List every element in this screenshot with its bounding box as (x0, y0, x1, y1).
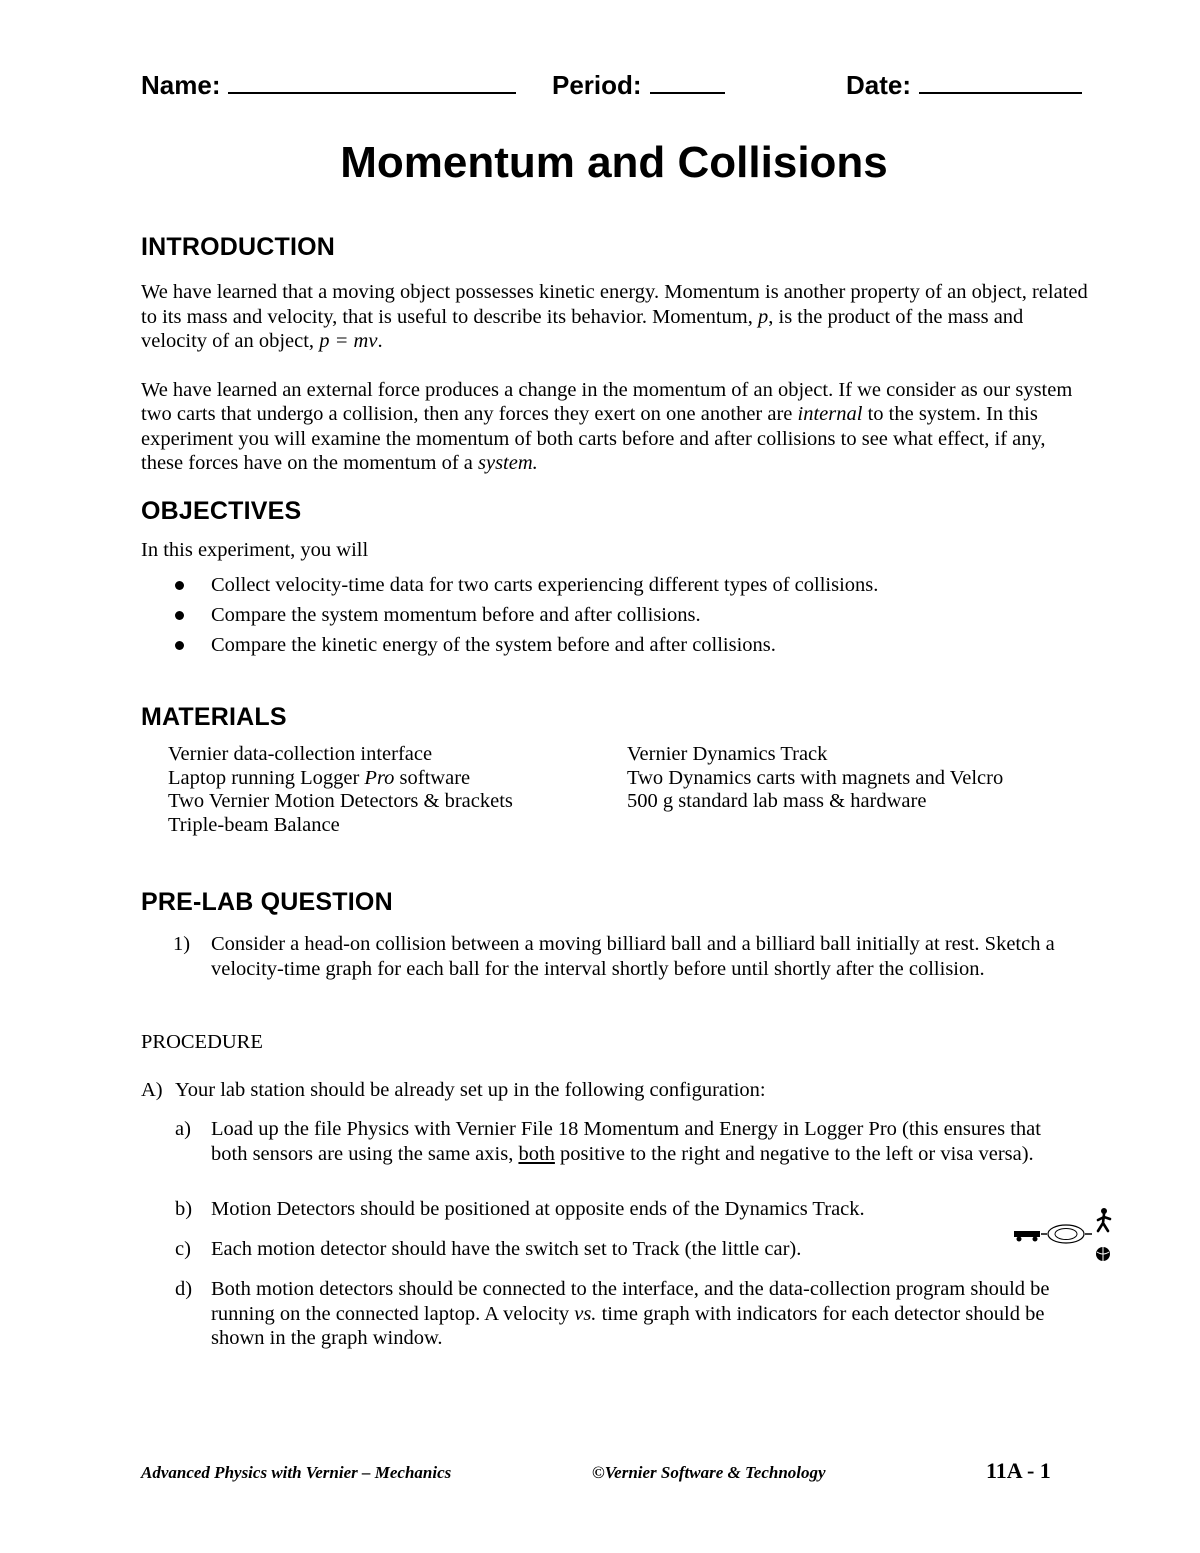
step-number: A) (141, 1079, 163, 1101)
date-blank-line (919, 68, 1082, 94)
list-item: c) Each motion detector should have the switch set to Track (the little car). (175, 1238, 802, 1260)
materials-heading: MATERIALS (141, 703, 287, 731)
name-blank-line (228, 68, 516, 94)
page-number: 11A - 1 (986, 1458, 1051, 1483)
question-number: 1) (173, 933, 191, 955)
materials-left-column (168, 743, 513, 837)
question-text: Consider a head-on collision between a moving billiard ball and a billiard ball initially at rest. Sketch a velocity-time graph for each ball for the interval shortly before until shortly after the collision. (211, 933, 1055, 980)
procedure-step-a (141, 1078, 1091, 1103)
period-blank-line (650, 68, 725, 94)
footer-book-title: Advanced Physics with Vernier – Mechanics (141, 1463, 452, 1482)
list-item: Compare the system momentum before and after collisions. (141, 600, 878, 630)
footer-copyright: ©Vernier Software & Technology (592, 1463, 826, 1482)
ball-icon (1096, 1247, 1110, 1261)
material-item: Two Dynamics carts with magnets and Velcro (627, 766, 1004, 789)
objectives-list (141, 570, 878, 660)
introduction-body (141, 280, 1091, 476)
objectives-intro: In this experiment, you will (141, 539, 369, 561)
prelab-question (141, 932, 1071, 981)
date-label: Date: (846, 70, 912, 100)
objectives-heading: OBJECTIVES (141, 497, 302, 525)
walking-person-icon (1098, 1208, 1110, 1231)
date-field (846, 68, 1082, 101)
bullet-icon (175, 581, 184, 590)
bullet-icon (175, 641, 184, 650)
material-item: Vernier data-collection interface (168, 743, 433, 765)
prelab-heading: PRE-LAB QUESTION (141, 888, 393, 916)
introduction-heading: INTRODUCTION (141, 233, 336, 261)
momentum-formula: p = mv (319, 330, 378, 352)
materials-right-column (627, 743, 1003, 814)
procedure-substeps (141, 1117, 1081, 1351)
material-item: Two Vernier Motion Detectors & brackets (168, 790, 513, 812)
period-field (552, 68, 725, 101)
name-field (141, 68, 516, 101)
procedure-heading: PROCEDURE (141, 1031, 263, 1053)
list-item: Collect velocity-time data for two carts experiencing different types of collisions. (141, 570, 878, 600)
introduction-paragraph-2: We have learned an external force produces a change in the momentum of an object. If we consider as our system two carts that undergo a collision, then any forces they exert on one another are internal to the system. In this experiment you will examine the momentum of both carts before and after collisions to see what effect, if any, these forces have on the momentum of a system. (141, 378, 1073, 474)
list-item: a) Load up the file Physics with Vernier File 18 Momentum and Energy in Logger Pro (this ensures that both sensors are using the same axis, both positive to the right and negative to the left or visa versa). (175, 1118, 1041, 1165)
material-item: Triple-beam Balance (168, 813, 340, 836)
period-label: Period: (552, 70, 642, 100)
name-label: Name: (141, 70, 221, 100)
list-item: d) Both motion detectors should be connected to the interface, and the data-collection program should be running on the connected laptop. A velocity vs. time graph with indicators for each detector should be shown in the graph window. (175, 1278, 1050, 1349)
step-text: Your lab station should be already set up in the following configuration: (175, 1079, 766, 1101)
bullet-icon (175, 611, 184, 620)
list-item: Compare the kinetic energy of the system before and after collisions. (141, 630, 878, 660)
list-item: b) Motion Detectors should be positioned at opposite ends of the Dynamics Track. (175, 1198, 865, 1220)
material-item: Vernier Dynamics Track (627, 743, 828, 765)
motion-detector-switch-icon (1012, 1207, 1116, 1265)
material-item: Laptop running Logger Pro software (168, 766, 471, 789)
material-item: 500 g standard lab mass & hardware (627, 790, 927, 812)
page-title: Momentum and Collisions (340, 138, 888, 187)
introduction-paragraph-1: We have learned that a moving object possesses kinetic energy. Momentum is another property of an object, related to its mass and velocity, that is useful to describe its behavior. Momentum, p, is the product of the mass and velocity of an object, p = mv. (141, 281, 1088, 352)
